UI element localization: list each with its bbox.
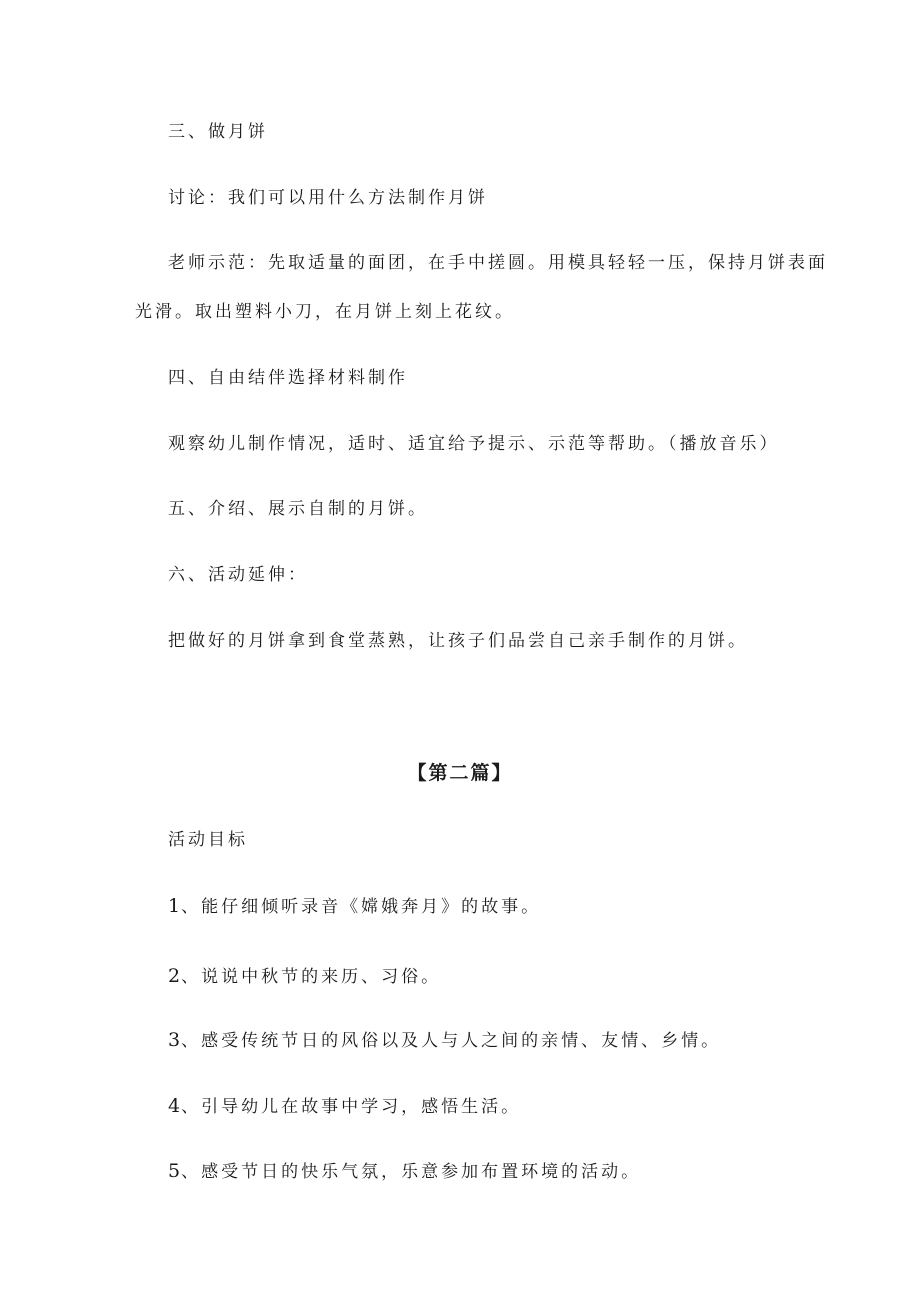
section-3-demo-line-2: 光滑。取出塑料小刀，在月饼上刻上花纹。 bbox=[135, 302, 515, 322]
section-3-demo-line-1: 老师示范：先取适量的面团，在手中搓圆。用模具轻轻一压，保持月饼表面 bbox=[168, 253, 828, 273]
goal-number: 4 bbox=[168, 1095, 182, 1117]
section-6-title: 六、活动延伸： bbox=[168, 565, 308, 585]
goals-title: 活动目标 bbox=[168, 830, 248, 850]
goal-item bbox=[168, 1162, 641, 1181]
goal-number: 3 bbox=[168, 1029, 182, 1051]
part-2-heading: 【第二篇】 bbox=[407, 762, 513, 784]
goal-text: 、说说中秋节的来历、习俗。 bbox=[181, 967, 442, 987]
goal-number: 5 bbox=[168, 1160, 182, 1182]
goal-text: 、感受传统节日的风俗以及人与人之间的亲情、友情、乡情。 bbox=[181, 1031, 722, 1051]
section-5-title: 五、介绍、展示自制的月饼。 bbox=[168, 499, 428, 519]
goal-text: 、感受节日的快乐气氛，乐意参加布置环境的活动。 bbox=[181, 1162, 642, 1182]
goal-text: 、引导幼儿在故事中学习，感悟生活。 bbox=[181, 1097, 522, 1117]
goal-item bbox=[168, 897, 541, 916]
section-3-discussion: 讨论：我们可以用什么方法制作月饼 bbox=[168, 188, 488, 208]
section-4-title: 四、自由结伴选择材料制作 bbox=[168, 368, 408, 388]
section-6-text: 把做好的月饼拿到食堂蒸熟，让孩子们品尝自己亲手制作的月饼。 bbox=[168, 631, 748, 651]
section-3-title: 三、做月饼 bbox=[168, 122, 268, 142]
goal-number: 2 bbox=[168, 965, 182, 987]
goal-item bbox=[168, 1031, 721, 1050]
goal-text: 、能仔细倾听录音《嫦娥奔月》的故事。 bbox=[181, 897, 542, 917]
goal-item bbox=[168, 1097, 521, 1116]
section-4-text: 观察幼儿制作情况，适时、适宜给予提示、示范等帮助。（播放音乐） bbox=[168, 434, 780, 454]
goal-item bbox=[168, 967, 441, 986]
goal-number: 1 bbox=[168, 895, 182, 917]
